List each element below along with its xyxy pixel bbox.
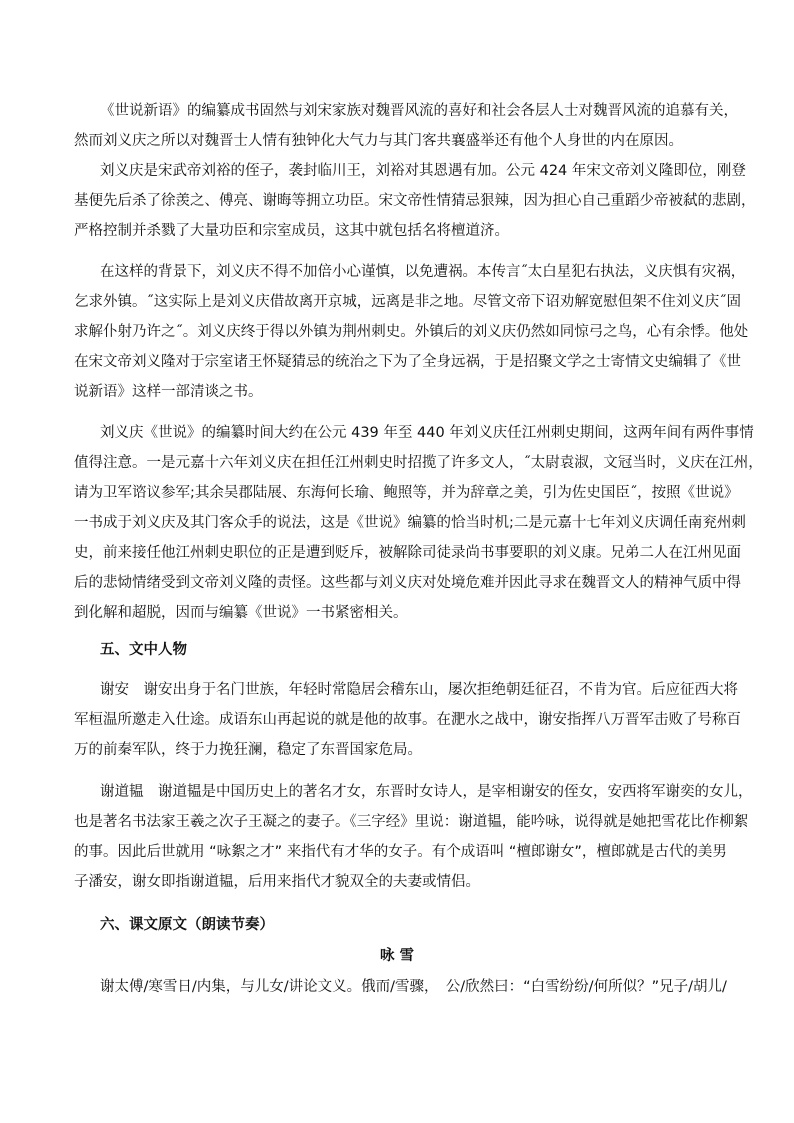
text-line: 谢道韫 谢道韫是中国历史上的著名才女，东晋时女诗人，是宰相谢安的侄女，安西将军谢奕的女儿， bbox=[100, 784, 753, 800]
text-line: 谢安 谢安出身于名门世族，年轻时常隐居会稽东山，屡次拒绝朝廷征召，不肯为官。后应征西大将 bbox=[100, 682, 738, 698]
text-line: 刘义庆是宋武帝刘裕的侄子，袭封临川王，刘裕对其恩遇有加。公元 424 年宋文帝刘义隆即位，刚登 bbox=[100, 163, 746, 179]
text-line: 严格控制并杀戮了大量功臣和宗室成员，这其中就包括名将檀道济。 bbox=[74, 223, 509, 239]
text-line: 在宋文帝刘义隆对于宗室诸王怀疑猜忌的统治之下为了全身远祸，于是招聚文学之士寄情文史编辑了《世 bbox=[74, 354, 741, 370]
section-heading-original-text: 六、课文原文（朗读节奏） bbox=[100, 917, 274, 933]
text-line: 说新语》这样一部清谈之书。 bbox=[74, 384, 263, 400]
text-line: 在这样的背景下，刘义庆不得不加倍小心谨慎，以免遭祸。本传言˝太白星犯右执法，义庆惧有灾祸， bbox=[100, 264, 746, 280]
text-line: 万的前秦军队，终于力挽狂澜，稳定了东晋国家危局。 bbox=[74, 742, 422, 758]
text-line: 基便先后杀了徐羡之、傅亮、谢晦等拥立功臣。宋文帝性情猜忌狠辣，因为担心自己重蹈少帝被弑的悲剧， bbox=[74, 193, 756, 209]
text-line: 求解仆射乃许之˝。刘义庆终于得以外镇为荆州刺史。外镇后的刘义庆仍然如同惊弓之鸟，心有余悸。他处 bbox=[74, 324, 749, 340]
text-line: 值得注意。一是元嘉十六年刘义庆在担任江州刺史时招揽了许多文人，˝太尉袁淑，文冠当时，义庆在江州， bbox=[74, 455, 763, 471]
text-line: 乞求外镇。˝这实际上是刘义庆借故离开京城，远离是非之地。尽管文帝下诏劝解宽慰但架不住刘义庆˝固 bbox=[74, 294, 741, 310]
text-line: 请为卫军谘议参军;其余吴郡陆展、东海何长瑜、鲍照等，并为辞章之美，引为佐史国臣˝，按照《世说》 bbox=[74, 485, 739, 501]
text-line: 的事。因此后世就用 “咏絮之才” 来指代有才华的女子。有个成语叫 “檀郎谢女”，檀郎就是古代的美男 bbox=[74, 844, 727, 860]
text-line: 后的悲恸情绪受到文帝刘义隆的责怪。这些都与刘义庆对处境危难并因此寻求在魏晋文人的精神气质中得 bbox=[74, 575, 741, 591]
text-line: 一书成于刘义庆及其门客众手的说法，这是《世说》编纂的恰当时机;二是元嘉十七年刘义庆调任南兖州刺 bbox=[74, 515, 746, 531]
text-line: 到化解和超脱，因而与编纂《世说》一书紧密相关。 bbox=[74, 605, 408, 621]
text-line: 刘义庆《世说》的编纂时间大约在公元 439 年至 440 年刘义庆任江州刺史期间，这两年间有两件事情 bbox=[100, 425, 754, 441]
text-line: 也是著名书法家王羲之次子王凝之的妻子。《三字经》里说：谢道韫，能吟咏，说得就是她把雪花比作柳絮 bbox=[74, 814, 749, 830]
text-line: 史，前来接任他江州刺史职位的正是遭到贬斥，被解除司徒录尚书事要职的刘义康。兄弟二人在江州见面 bbox=[74, 545, 741, 561]
text-line: 《世说新语》的编纂成书固然与刘宋家族对魏晋风流的喜好和社会各层人士对魏晋风流的追慕有关， bbox=[100, 103, 738, 119]
section-heading-characters: 五、文中人物 bbox=[100, 642, 187, 658]
text-line: 军桓温所邀走入仕途。成语东山再起说的就是他的故事。在淝水之战中，谢安指挥八万晋军击败了号称百 bbox=[74, 712, 741, 728]
poem-title: 咏 雪 bbox=[379, 948, 415, 964]
text-line: 子潘安，谢女即指谢道韫，后用来指代才貌双全的夫妻或情侣。 bbox=[74, 874, 480, 890]
text-line: 然而刘义庆之所以对魏晋士人情有独钟化大气力与其门客共襄盛举还有他个人身世的内在原因。 bbox=[74, 133, 683, 149]
text-line: 谢太傅/寒雪日/内集，与儿女/讲论文义。俄而/雪骤， 公/欣然曰：“白雪纷纷/何所似？”兄子/胡儿/ bbox=[100, 979, 727, 995]
